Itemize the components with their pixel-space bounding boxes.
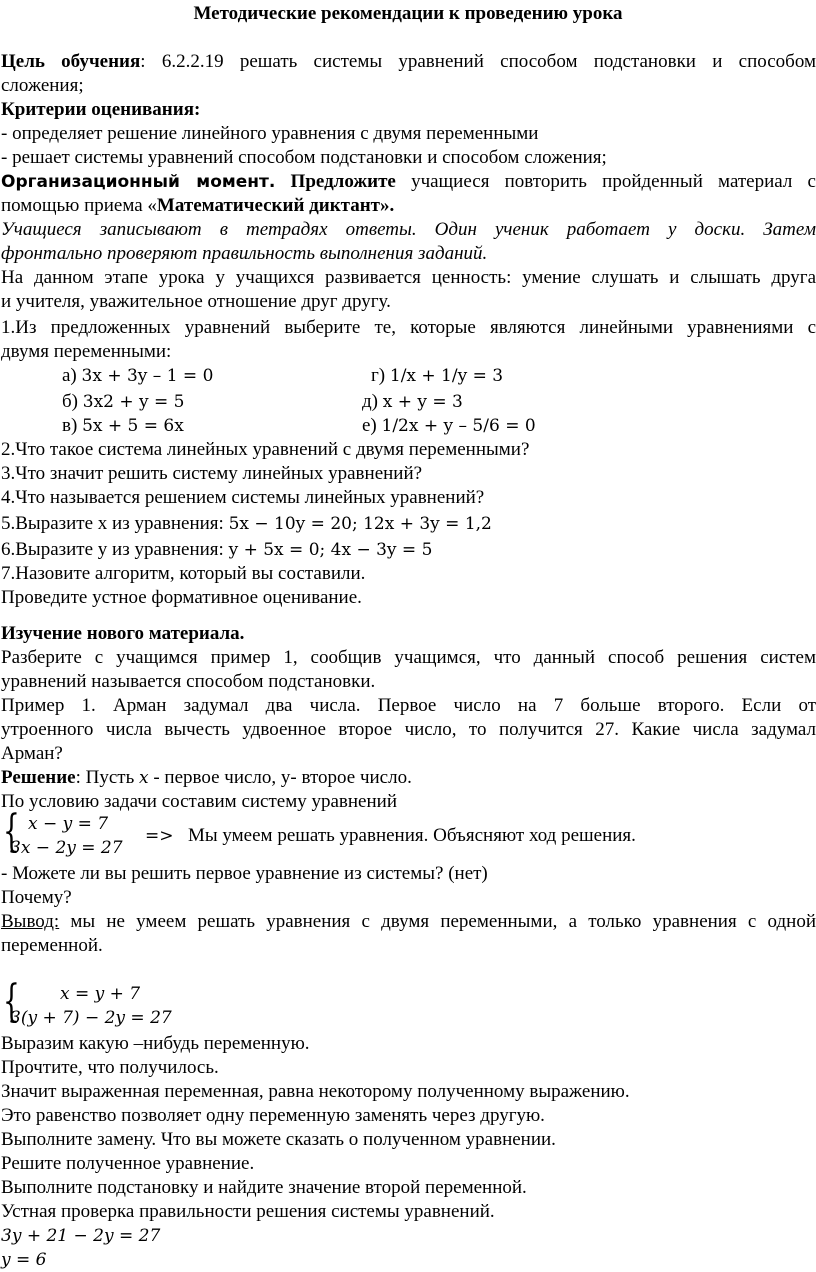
method-name: Математический диктант». [156,195,395,216]
system-brace: { [3,976,20,1027]
paragraph: уравнений называется способом подстановки. [1,671,376,692]
option-e: д) x + y = 3 [362,391,463,412]
calculation: y = 6 [1,1250,47,1270]
org-text: учащиеся повторить пройденный материал с [411,171,816,192]
criteria-heading: Критерии оценивания: [1,99,201,120]
option-d: г) 1/x + 1/y = 3 [371,365,504,386]
question-1: 1.Из предложенных уравнений выберите те, которые являются линейными уравнениями с [1,317,816,338]
option-a: а) 3x + 3y – 1 = 0 [62,365,214,386]
system-equation: x = y + 7 [60,984,141,1004]
document-title: Методические рекомендации к проведению урока [193,3,623,24]
system-equation: x − y = 7 [28,814,109,834]
step-text: Выразим какую –нибудь переменную. [1,1033,310,1054]
system-note: Мы умеем решать уравнения. Объясняют ход решения. [188,825,636,846]
paragraph: Разберите с учащимся пример 1, сообщив учащимся, что данный способ решения систем [1,647,816,668]
question-6: 6.Выразите у из уравнения: y + 5x = 0; 4x − 3y = 5 [1,539,433,560]
example-text: утроенного числа вычесть удвоенное второе число, то получится 27. Какие числа задумал [1,719,816,740]
equation: 3x + 3y – 1 = 0 [81,366,214,386]
equation: 1/2x + y – 5/6 = 0 [381,416,536,436]
goal-label: Цель обучения [1,51,141,72]
step-text: Значит выраженная переменная, равна некоторому полученному выражению. [1,1081,630,1102]
assessment-note: Проведите устное формативное оценивание. [1,587,362,608]
instruction-italic: Учащиеся записывают в тетрадях ответы. Один ученик работает у доски. Затем [1,219,816,240]
question-5: 5.Выразите x из уравнения: 5x − 10y = 20; 12x + 3y = 1,2 [1,513,492,534]
option-b: б) 3x2 + y = 5 [62,391,185,412]
equation: 1/x + 1/y = 3 [389,366,504,386]
equation: 5x + 5 = 6x [82,416,184,436]
step-text: Решите полученное уравнение. [1,1153,255,1174]
question-3: 3.Что значит решить систему линейных уравнений? [1,463,423,484]
question-7: 7.Назовите алгоритм, который вы составили. [1,563,366,584]
calculation: 3y + 21 − 2y = 27 [1,1226,161,1246]
org-line [1,170,816,194]
step-text: Выполните подстановку и найдите значение второй переменной. [1,1177,527,1198]
question-2: 2.Что такое система линейных уравнений с двумя переменными? [1,439,530,460]
value-text: На данном этапе урока у учащихся развивается ценность: умение слушать и слышать друга [1,267,816,288]
instruction-italic: фронтально проверяют правильность выполнения заданий. [1,243,488,264]
section-heading: Изучение нового материала. [1,623,245,644]
example-text: Пример 1. Арман задумал два числа. Первое число на 7 больше второго. Если от [1,695,816,716]
conclusion-line: Вывод: мы не умеем решать уравнения с двумя переменными, а только уравнения с одной [1,911,816,932]
goal-text: : 6.2.2.19 решать системы уравнений способом подстановки и способом [140,51,816,72]
step-text: Прочтите, что получилось. [1,1057,219,1078]
system-brace: { [3,806,20,857]
solution-line: Решение: Пусть x - первое число, у- второе число. [1,767,412,788]
org-text: помощью приема « [1,195,157,216]
example-text: Арман? [1,743,63,764]
system-equation: 3x − 2y = 27 [10,838,123,858]
org-suggest: Предложите [290,171,396,192]
step-text: Выполните замену. Что вы можете сказать о полученном уравнении. [1,1129,556,1150]
system-equation: 3(y + 7) − 2y = 27 [10,1008,172,1028]
step-text: Устная проверка правильности решения системы уравнений. [1,1201,495,1222]
implies-arrow: => [145,826,174,846]
question-text: Почему? [1,887,72,908]
criteria-item: - определяет решение линейного уравнения с двумя переменными [1,123,539,144]
question-text: - Можете ли вы решить первое уравнение из системы? (нет) [1,863,488,884]
goal-line [1,50,816,74]
question-1-cont: двумя переменными: [1,341,172,362]
condition-text: По условию задачи составим систему уравнений [1,791,397,812]
equation: 5x − 10y = 20; 12x + 3y = 1,2 [228,514,492,534]
solution-label: Решение [1,767,76,788]
option-f: е) 1/2x + y – 5/6 = 0 [362,415,536,436]
org-label: Организационный момент. [1,172,276,192]
equation: y + 5x = 0; 4x − 3y = 5 [228,540,433,560]
equation: 3x2 + y = 5 [82,392,185,412]
org-line-2 [1,194,816,218]
value-text: и учителя, уважительное отношение друг другу. [1,291,391,312]
equation: x + y = 3 [382,392,463,412]
conclusion-label: Вывод: [1,911,60,932]
conclusion-line-2: переменной. [1,935,103,956]
goal-line-2: сложения; [1,75,84,96]
option-c: в) 5x + 5 = 6x [62,415,184,436]
question-4: 4.Что называется решением системы линейных уравнений? [1,487,485,508]
criteria-item: - решает системы уравнений способом подстановки и способом сложения; [1,147,607,168]
step-text: Это равенство позволяет одну переменную заменять через другую. [1,1105,545,1126]
